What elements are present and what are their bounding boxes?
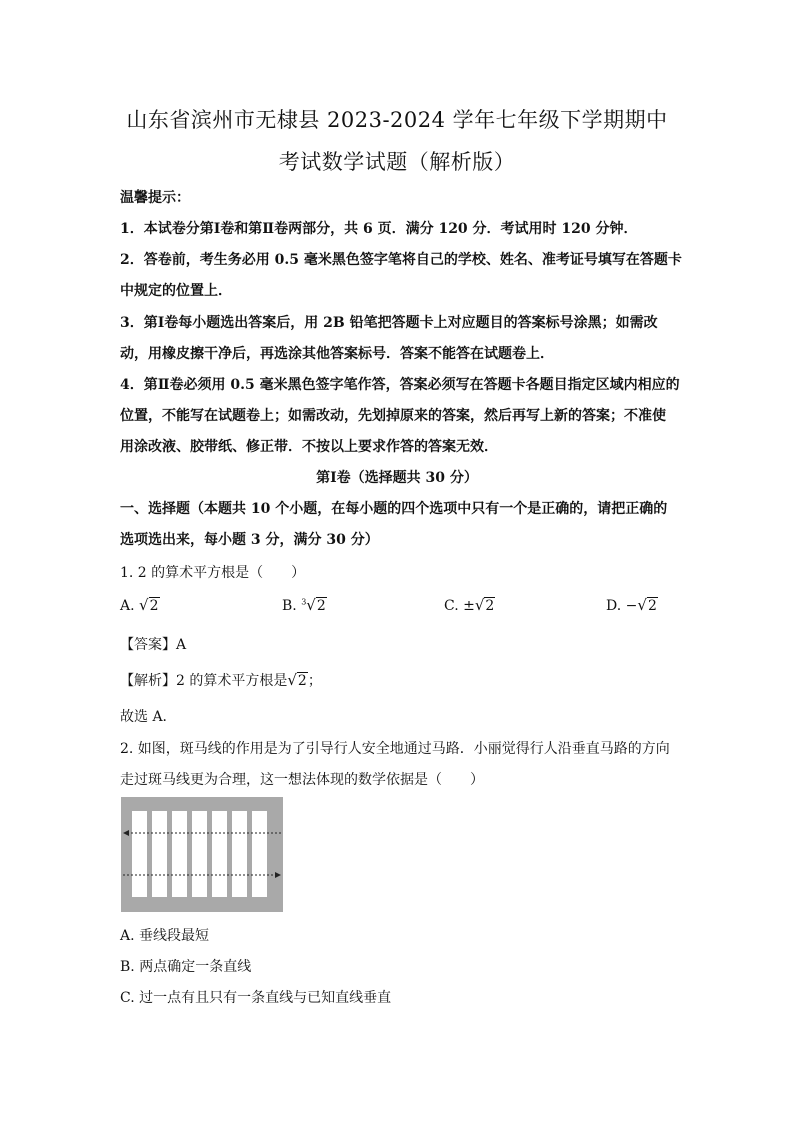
radicand: 2: [297, 673, 307, 689]
zebra-stripe: [152, 811, 167, 897]
radicand: 2: [647, 598, 657, 614]
q2-option-c: C. 过一点有且只有一条直线与已知直线垂直: [120, 990, 392, 1006]
option-label: B.: [282, 598, 297, 614]
zebra-stripe: [232, 811, 247, 897]
radicand: 2: [485, 598, 495, 614]
document-title-line2: 考试数学试题（解析版）: [278, 150, 516, 174]
sqrt-expression: √2: [637, 596, 657, 614]
crosswalk-figure: [121, 797, 283, 912]
tip-4-line2: 位置，不能写在试题卷上；如需改动，先划掉原来的答案，然后再写上新的答案；不准使: [120, 408, 666, 424]
zebra-stripe: [192, 811, 207, 897]
tip-4-line3: 用涂改液、胶带纸、修正带．不按以上要求作答的答案无效．: [120, 439, 498, 455]
section-title: 第Ⅰ卷（选择题共 30 分）: [316, 470, 478, 486]
section-intro-line2: 选项选出来，每小题 3 分，满分 30 分）: [120, 532, 379, 548]
q1-conclusion: 故选 A．: [120, 709, 177, 725]
tip-3-line2: 动，用橡皮擦干净后，再选涂其他答案标号．答案不能答在试题卷上．: [120, 346, 554, 362]
q1-analysis: [120, 670, 322, 690]
zebra-stripe: [212, 811, 227, 897]
tips-heading: 温馨提示：: [120, 190, 190, 206]
analysis-suffix: ；: [307, 673, 322, 689]
q1-stem: 1. 2 的算术平方根是（ ）: [120, 565, 306, 581]
minus-sign: −: [625, 598, 638, 614]
sqrt-expression: √2: [474, 596, 495, 614]
tip-4-line1: 4．第Ⅱ卷必须用 0.5 毫米黑色签字笔作答，答案必须写在答题卡各题目指定区域内相应的: [120, 377, 680, 393]
q2-option-b: B. 两点确定一条直线: [120, 959, 252, 975]
cube-root-expression: $^3$√2: [301, 596, 326, 614]
zebra-stripe: [132, 811, 147, 897]
zebra-stripe: [172, 811, 187, 897]
zebra-stripe: [252, 811, 267, 897]
sqrt-expression: √2: [287, 671, 307, 689]
tip-2-line2: 中规定的位置上．: [120, 283, 232, 299]
tip-1: 1．本试卷分第Ⅰ卷和第Ⅱ卷两部分，共 6 页．满分 120 分．考试用时 120 分钟．: [120, 221, 638, 237]
q1-option-d: [606, 596, 658, 614]
tip-3-line1: 3．第Ⅰ卷每小题选出答案后，用 2B 铅笔把答题卡上对应题目的答案标号涂黑；如需改: [120, 315, 658, 331]
document-title-line1: 山东省滨州市无棣县 2023-2024 学年七年级下学期期中: [126, 108, 668, 132]
option-label: C.: [444, 598, 459, 614]
q1-option-a: [120, 596, 160, 614]
q2-option-a: A. 垂线段最短: [120, 928, 210, 944]
q2-stem-line1: 2. 如图，斑马线的作用是为了引导行人安全地通过马路．小丽觉得行人沿垂直马路的方向: [120, 741, 670, 757]
tip-2-line1: 2．答卷前，考生务必用 0.5 毫米黑色签字笔将自己的学校、姓名、准考证号填写在答题卡: [120, 252, 682, 268]
radicand: 2: [316, 598, 326, 614]
option-label: D.: [606, 598, 622, 614]
radicand: 2: [149, 598, 159, 614]
q1-option-c: [444, 596, 495, 614]
section-intro-line1: 一、选择题（本题共 10 个小题，在每小题的四个选项中只有一个是正确的，请把正确的: [120, 501, 668, 517]
root-index: 3: [301, 597, 307, 607]
plus-minus-sign: ±: [463, 598, 475, 614]
q1-answer: 【答案】A: [120, 637, 187, 653]
q1-option-b: [282, 596, 327, 614]
q2-stem-line2: 走过斑马线更为合理，这一想法体现的数学依据是（ ）: [120, 772, 484, 788]
analysis-text: 【解析】2 的算术平方根是: [120, 673, 288, 689]
sqrt-expression: √2: [139, 596, 159, 614]
option-label: A.: [120, 598, 135, 614]
